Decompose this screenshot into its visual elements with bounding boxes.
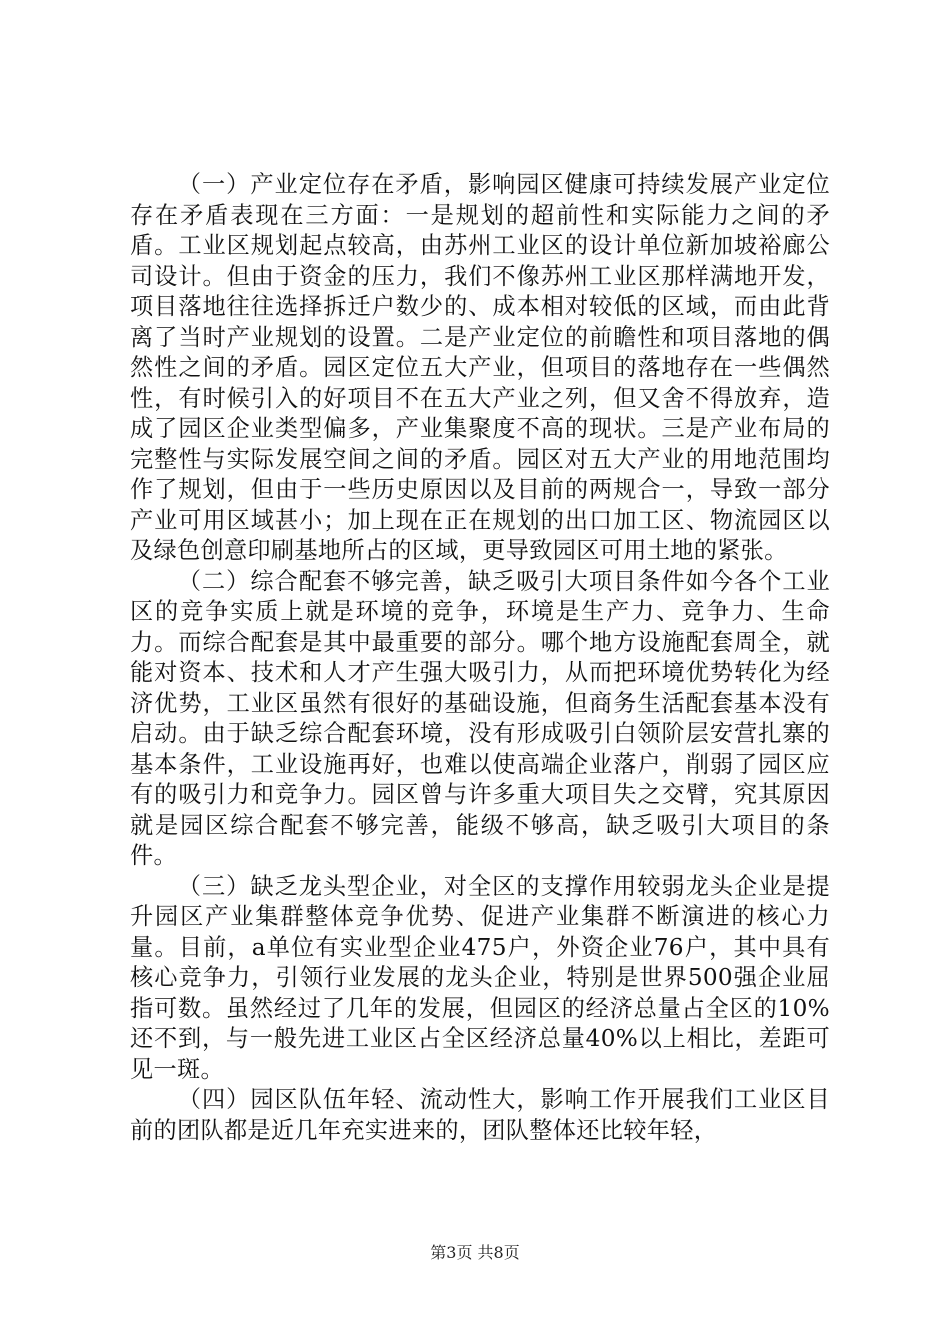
paragraph-4: （四）园区队伍年轻、流动性大，影响工作开展我们工业区目前的团队都是近几年充实进来的，团队整体还比较年轻， <box>130 1086 830 1144</box>
paragraph-2: （二）综合配套不够完善，缺乏吸引大项目条件如今各个工业区的竞争实质上就是环境的竞争，环境是生产力、竞争力、生命力。而综合配套是其中最重要的部分。哪个地方设施配套周全，就能对资本、技术和人才产生强大吸引力，从而把环境优势转化为经济优势，工业区虽然有很好的基础设施，但商务生活配套基本没有启动。由于缺乏综合配套环境，没有形成吸引白领阶层安营扎寨的基本条件，工业设施再好，也难以使高端企业落户，削弱了园区应有的吸引力和竞争力。园区曾与许多重大项目失之交臂，究其原因就是园区综合配套不够完善，能级不够高，缺乏吸引大项目的条件。 <box>130 567 830 869</box>
page-number-footer: 第3页 共8页 <box>430 1243 520 1262</box>
paragraph-1: （一）产业定位存在矛盾，影响园区健康可持续发展产业定位存在矛盾表现在三方面：一是规划的超前性和实际能力之间的矛盾。工业区规划起点较高，由苏州工业区的设计单位新加坡裕廊公司设计。但由于资金的压力，我们不像苏州工业区那样满地开发，项目落地往往选择拆迁户数少的、成本相对较低的区域，而由此背离了当时产业规划的设置。二是产业定位的前瞻性和项目落地的偶然性之间的矛盾。园区定位五大产业，但项目的落地存在一些偶然性，有时候引入的好项目不在五大产业之列，但又舍不得放弃，造成了园区企业类型偏多，产业集聚度不高的现状。三是产业布局的完整性与实际发展空间之间的矛盾。园区对五大产业的用地范围均作了规划，但由于一些历史原因以及目前的两规合一，导致一部分产业可用区域甚小；加上现在正在规划的出口加工区、物流园区以及绿色创意印刷基地所占的区域，更导致园区可用土地的紧张。 <box>130 171 830 564</box>
document-body <box>130 170 830 1146</box>
paragraph-3: （三）缺乏龙头型企业，对全区的支撑作用较弱龙头企业是提升园区产业集群整体竞争优势、促进产业集群不断演进的核心力量。目前，a单位有实业型企业475户，外资企业76户，其中具有核心竞争力，引领行业发展的龙头企业，特别是世界500强企业屈指可数。虽然经过了几年的发展，但园区的经济总量占全区的10%还不到，与一般先进工业区占全区经济总量40%以上相比，差距可见一斑。 <box>130 872 830 1083</box>
